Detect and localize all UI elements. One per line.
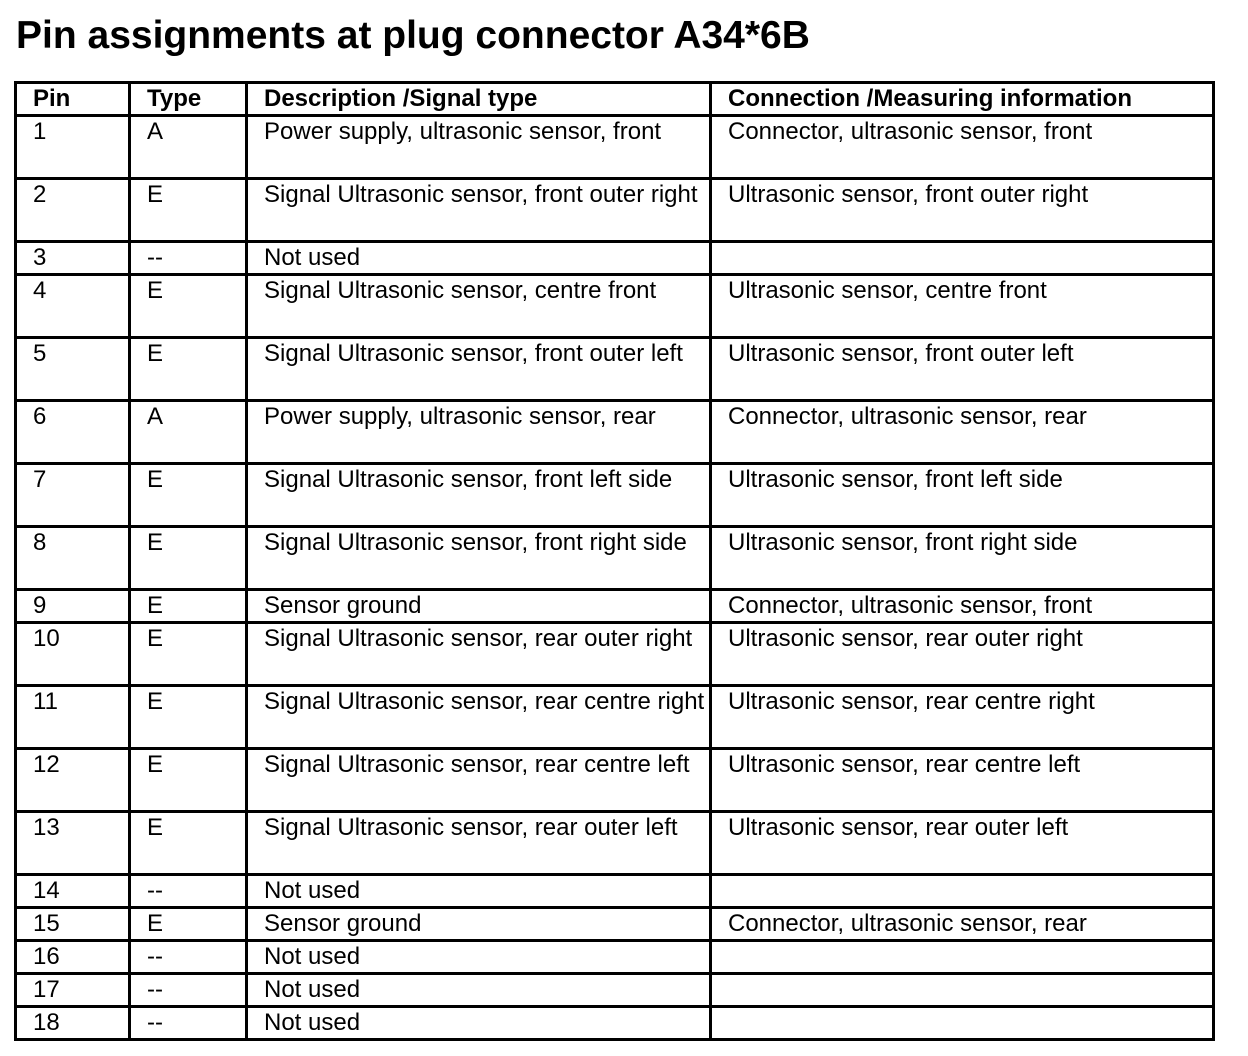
type-cell: -- — [130, 974, 247, 1007]
type-cell: E — [130, 749, 247, 812]
description-cell: Sensor ground — [247, 590, 711, 623]
type-cell: E — [130, 623, 247, 686]
table-row — [16, 179, 1214, 242]
connection-cell: Ultrasonic sensor, rear outer left — [711, 812, 1214, 875]
pin-cell: 11 — [16, 686, 130, 749]
description-cell: Signal Ultrasonic sensor, front right side — [247, 527, 711, 590]
table-row — [16, 623, 1214, 686]
description-cell: Signal Ultrasonic sensor, front left side — [247, 464, 711, 527]
pin-cell: 2 — [16, 179, 130, 242]
type-cell: E — [130, 527, 247, 590]
connection-cell: Ultrasonic sensor, rear centre right — [711, 686, 1214, 749]
pin-cell: 1 — [16, 116, 130, 179]
description-cell: Signal Ultrasonic sensor, rear centre right — [247, 686, 711, 749]
table-row — [16, 941, 1214, 974]
description-cell: Signal Ultrasonic sensor, front outer right — [247, 179, 711, 242]
pin-cell: 10 — [16, 623, 130, 686]
connection-cell — [711, 1007, 1214, 1040]
pin-cell: 8 — [16, 527, 130, 590]
table-row — [16, 908, 1214, 941]
connection-cell: Ultrasonic sensor, rear centre left — [711, 749, 1214, 812]
table-row — [16, 464, 1214, 527]
type-cell: E — [130, 686, 247, 749]
description-cell: Signal Ultrasonic sensor, front outer left — [247, 338, 711, 401]
table-row — [16, 242, 1214, 275]
description-cell: Signal Ultrasonic sensor, rear outer right — [247, 623, 711, 686]
description-cell: Power supply, ultrasonic sensor, rear — [247, 401, 711, 464]
description-cell: Not used — [247, 1007, 711, 1040]
header-connection: Connection /Measuring information — [711, 83, 1214, 116]
pin-cell: 17 — [16, 974, 130, 1007]
table-row — [16, 974, 1214, 1007]
description-cell: Not used — [247, 242, 711, 275]
pin-cell: 6 — [16, 401, 130, 464]
pin-cell: 14 — [16, 875, 130, 908]
header-description: Description /Signal type — [247, 83, 711, 116]
type-cell: -- — [130, 1007, 247, 1040]
connection-cell: Ultrasonic sensor, centre front — [711, 275, 1214, 338]
description-cell: Power supply, ultrasonic sensor, front — [247, 116, 711, 179]
page-title: Pin assignments at plug connector A34*6B — [16, 14, 810, 57]
type-cell: E — [130, 812, 247, 875]
pin-cell: 9 — [16, 590, 130, 623]
header-pin: Pin — [16, 83, 130, 116]
table-row — [16, 527, 1214, 590]
pin-cell: 13 — [16, 812, 130, 875]
description-cell: Not used — [247, 941, 711, 974]
pin-cell: 15 — [16, 908, 130, 941]
table-row — [16, 812, 1214, 875]
connection-cell: Ultrasonic sensor, front left side — [711, 464, 1214, 527]
type-cell: A — [130, 401, 247, 464]
connection-cell: Connector, ultrasonic sensor, front — [711, 590, 1214, 623]
description-cell: Signal Ultrasonic sensor, centre front — [247, 275, 711, 338]
table-row — [16, 686, 1214, 749]
table-row — [16, 590, 1214, 623]
type-cell: E — [130, 338, 247, 401]
description-cell: Signal Ultrasonic sensor, rear centre left — [247, 749, 711, 812]
connection-cell — [711, 941, 1214, 974]
pin-cell: 5 — [16, 338, 130, 401]
type-cell: E — [130, 908, 247, 941]
connection-cell: Ultrasonic sensor, rear outer right — [711, 623, 1214, 686]
type-cell: A — [130, 116, 247, 179]
table-row — [16, 116, 1214, 179]
pin-cell: 7 — [16, 464, 130, 527]
type-cell: -- — [130, 242, 247, 275]
pin-cell: 4 — [16, 275, 130, 338]
type-cell: E — [130, 464, 247, 527]
connection-cell: Connector, ultrasonic sensor, front — [711, 116, 1214, 179]
connection-cell — [711, 875, 1214, 908]
description-cell: Sensor ground — [247, 908, 711, 941]
pin-cell: 12 — [16, 749, 130, 812]
pin-cell: 3 — [16, 242, 130, 275]
connection-cell — [711, 242, 1214, 275]
pin-cell: 16 — [16, 941, 130, 974]
description-cell: Not used — [247, 875, 711, 908]
type-cell: -- — [130, 941, 247, 974]
table-row — [16, 275, 1214, 338]
pin-assignment-table — [14, 81, 1215, 1041]
connection-cell: Ultrasonic sensor, front outer left — [711, 338, 1214, 401]
connection-cell: Connector, ultrasonic sensor, rear — [711, 908, 1214, 941]
table-row — [16, 338, 1214, 401]
description-cell: Not used — [247, 974, 711, 1007]
table-row — [16, 1007, 1214, 1040]
type-cell: E — [130, 275, 247, 338]
connection-cell: Connector, ultrasonic sensor, rear — [711, 401, 1214, 464]
connection-cell: Ultrasonic sensor, front right side — [711, 527, 1214, 590]
table-row — [16, 875, 1214, 908]
table-header-row — [16, 83, 1214, 116]
header-type: Type — [130, 83, 247, 116]
table-row — [16, 401, 1214, 464]
pin-cell: 18 — [16, 1007, 130, 1040]
connection-cell — [711, 974, 1214, 1007]
type-cell: E — [130, 179, 247, 242]
table-row — [16, 749, 1214, 812]
type-cell: -- — [130, 875, 247, 908]
type-cell: E — [130, 590, 247, 623]
connection-cell: Ultrasonic sensor, front outer right — [711, 179, 1214, 242]
description-cell: Signal Ultrasonic sensor, rear outer left — [247, 812, 711, 875]
